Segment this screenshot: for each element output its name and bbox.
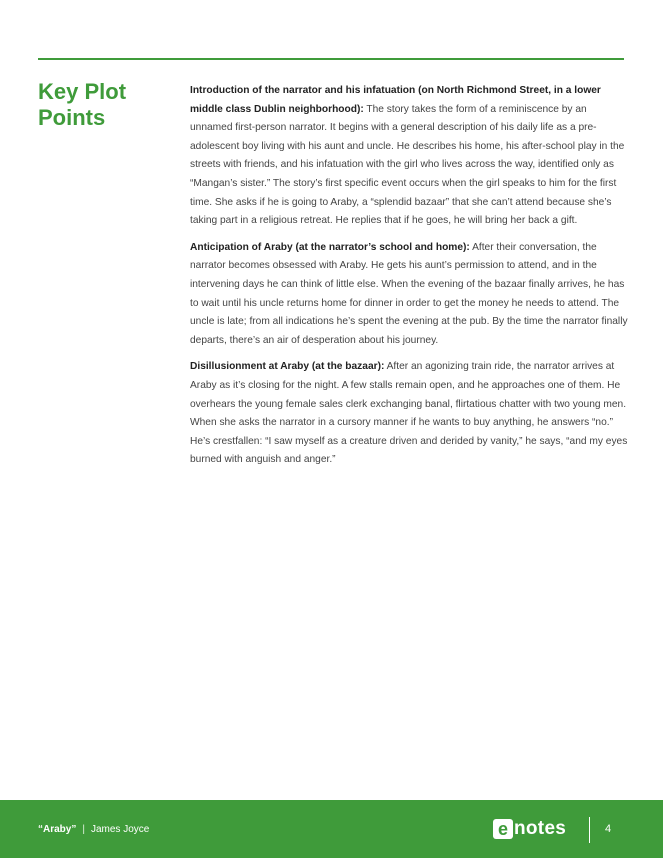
footer-work-info: [38, 824, 149, 835]
enotes-logo: [493, 818, 566, 840]
plot-point-paragraph: [190, 239, 630, 351]
plot-point-body: After an agonizing train ride, the narrator arrives at Araby as it’s closing for the night. A few stalls remain open, and he approaches one of them. He overhears the young female sales clerk exchanging banal, flirtatious chatter with two young men. When she asks the narrator in a cursory manner if he wants to buy anything, he answers “no.” He’s crestfallen: “I saw myself as a creature driven and derided by vanity,” he says, “and my eyes burned with anguish and anger.”: [190, 361, 628, 466]
page-footer: [0, 800, 663, 858]
top-rule: [38, 58, 624, 60]
footer-work-title: “Araby”: [38, 824, 77, 835]
footer-author: James Joyce: [90, 824, 150, 835]
plot-point-heading: Anticipation of Araby (at the narrator’s school and home):: [190, 241, 470, 253]
page-number: 4: [605, 823, 612, 835]
plot-point-paragraph: [190, 82, 630, 231]
enotes-logo-text: notes: [514, 818, 567, 839]
footer-separator: |: [82, 824, 85, 835]
plot-point-body: After their conversation, the narrator becomes obsessed with Araby. He gets his aunt’s permission to attend, and in the intervening days he can think of little else. When the evening of the bazaar finally arrives, he has to wait until his uncle returns home for dinner in order to get the money he needs to attend. The uncle is late; from all indications he’s spent the evening at the pub. By the time the narrator finally departs, there’s an air of desperation about his journey.: [190, 241, 628, 346]
plot-point-heading: Introduction of the narrator and his infatuation (on North Richmond Street, in a lower middle class Dublin neighborhood):: [190, 85, 601, 115]
footer-divider: [589, 817, 590, 843]
plot-point-body: The story takes the form of a reminiscence by an unnamed first-person narrator. It begins with a general description of his daily life as a pre-adolescent boy living with his aunt and uncle. He describes his home, his after-school play in the streets with friends, and his infatuation with the girl who lives across the way, identified only as “Mangan’s sister.” The story’s first specific event occurs when the girl speaks to him for the first time. She asks if he is going to Araby, a “splendid bazaar” that she can’t attend because she’s taking part in a religious retreat. He replies that if he goes, he will bring her back a gift.: [190, 103, 625, 227]
section-title-line2: Points: [38, 105, 106, 130]
plot-point-heading: Disillusionment at Araby (at the bazaar):: [190, 361, 385, 373]
section-title: [38, 79, 178, 131]
section-title-line1: Key Plot: [38, 79, 127, 104]
enotes-logo-icon: e: [493, 819, 513, 839]
plot-points-content: [190, 82, 630, 478]
plot-point-paragraph: [190, 358, 630, 470]
